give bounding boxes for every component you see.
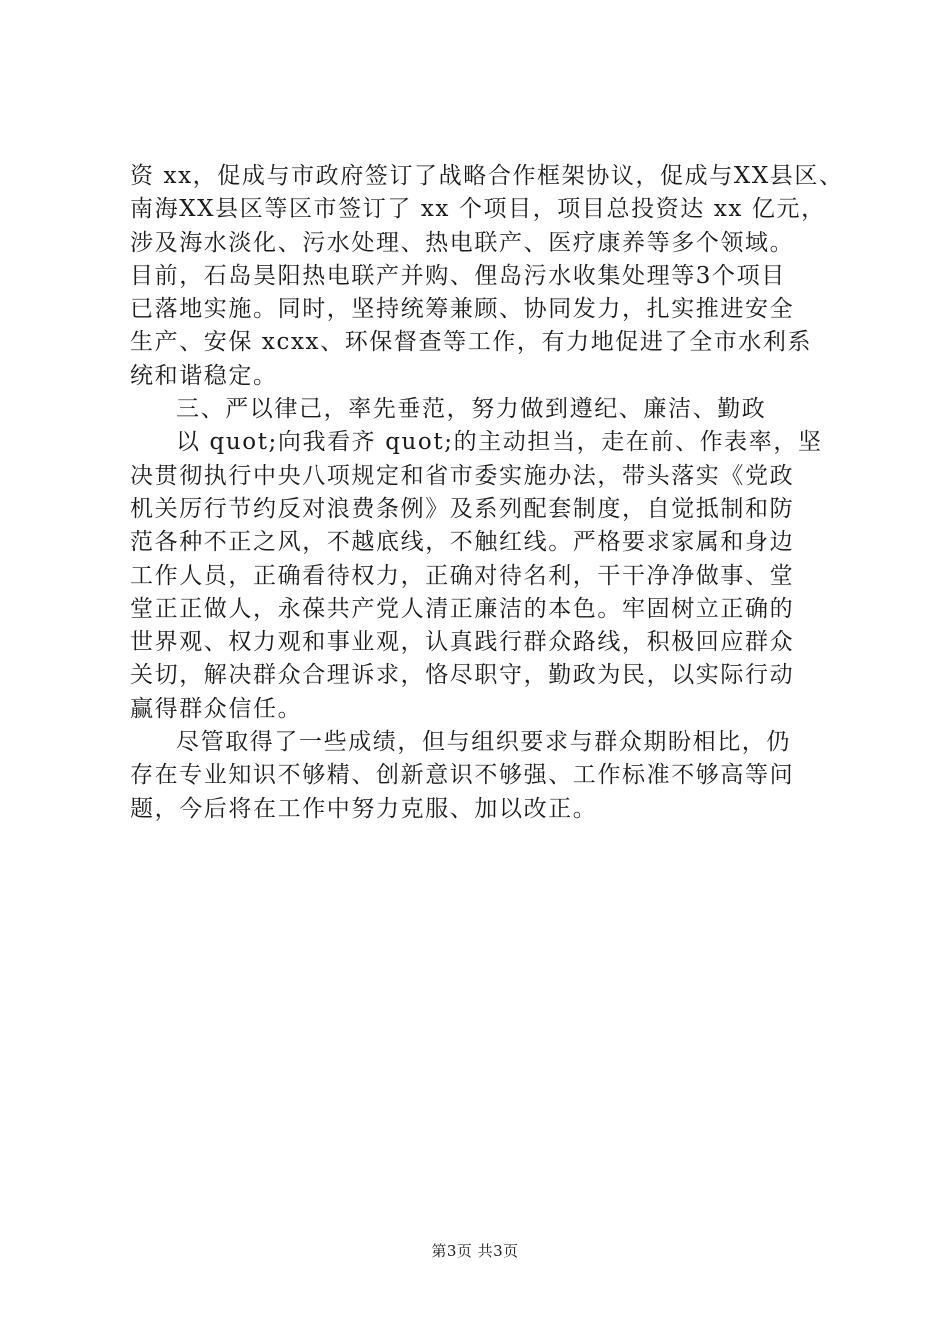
- text-line: 已落地实施。同时，坚持统筹兼顾、协同发力，扎实推进安全: [130, 296, 795, 323]
- text-line: 涉及海水淡化、污水处理、热电联产、医疗康养等多个领域。: [130, 229, 795, 256]
- text-line: 生产、安保 xcxx、环保督查等工作，有力地促进了全市水利系: [130, 329, 813, 356]
- text-line: 赢得群众信任。: [130, 695, 303, 722]
- text-line: 目前，石岛昊阳热电联产并购、俚岛污水收集处理等3个项目: [130, 262, 786, 289]
- text-line: 统和谐稳定。: [130, 362, 278, 389]
- text-line: 范各种不正之风，不越底线，不触红线。严格要求家属和身边: [130, 529, 795, 556]
- text-line: 资 xx，促成与市政府签订了战略合作框架协议，促成与XX县区、: [130, 163, 844, 189]
- text-line: 尽管取得了一些成绩，但与组织要求与群众期盼相比，仍: [176, 729, 791, 756]
- text-line: 决贯彻执行中央八项规定和省市委实施办法，带头落实《党政: [130, 462, 795, 489]
- text-line: 机关厉行节约反对浪费条例》及系列配套制度，自觉抵制和防: [130, 495, 795, 522]
- page-number-footer: 第3页 共3页: [431, 1242, 519, 1260]
- text-line: 堂正正做人，永葆共产党人清正廉洁的本色。牢固树立正确的: [130, 595, 795, 622]
- text-line: 关切，解决群众合理诉求，恪尽职守，勤政为民，以实际行动: [130, 662, 795, 689]
- section-heading: 三、严以律己，率先垂范，努力做到遵纪、廉洁、勤政: [176, 396, 767, 423]
- text-line: 以 quot;向我看齐 quot;的主动担当，走在前、作表率，坚: [176, 429, 823, 456]
- text-line: 工作人员，正确看待权力，正确对待名利，干干净净做事、堂: [130, 562, 795, 589]
- text-line: 南海XX县区等区市签订了 xx 个项目，项目总投资达 xx 亿元，: [130, 196, 826, 223]
- text-line: 世界观、权力观和事业观，认真践行群众路线，积极回应群众: [130, 629, 795, 656]
- text-line: 存在专业知识不够精、创新意识不够强、工作标准不够高等问: [130, 762, 795, 789]
- text-line: 题，今后将在工作中努力克服、加以改正。: [130, 795, 598, 822]
- document-body: [130, 160, 844, 826]
